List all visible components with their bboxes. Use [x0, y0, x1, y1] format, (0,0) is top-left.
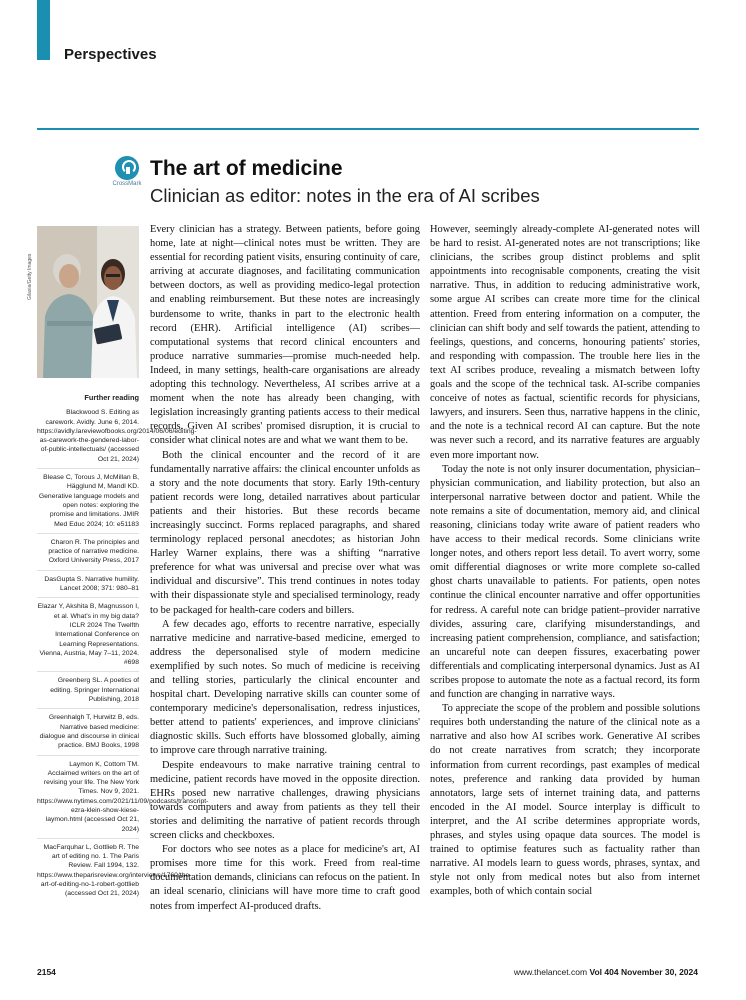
- article-subtitle: Clinician as editor: notes in the era of AI scribes: [150, 185, 540, 206]
- body-paragraph: However, seemingly already-complete AI-generated notes will be hard to resist. AI-generated notes are not transcriptions; like clinicians, the scribes group distinct problems and split appointments into recognisable components, creating the visit narrative. Thus, in addition to reducing administrative work, some argue AI scribes can create more time for the clinical attention. Freed from entering information on a computer, the clinician can shift body and self towards the patient, attending to feelings, questions, and concerns, honouring patients' stories, and responding with compassion. The trouble here lies in the text AI scribes produce, revealing a mismatch between lofty goals and the scope of the technical task. AI-scribe companies conceive of notes as factual, scientific records for physicians, lawyers, and insurers. Seen thus, narrative happens in the clinic, and the note is a technical record AI can capture. But the note was never such a record, and its narrative features are arguably even more important now.: [430, 224, 700, 461]
- photo-credit: Gilaxia/Getty Images: [27, 253, 33, 300]
- reference-item[interactable]: DasGupta S. Narrative humility. Lancet 2008; 371: 980–81: [37, 575, 139, 599]
- body-paragraph: To appreciate the scope of the problem and possible solutions requires both understanding the nature of the clinical note as a narrative and also how AI scribes work. Generative AI scribes do not create narratives from scratch; they incorporate information from current recordings, past examples of medical notes, preference and ranking data provided by human annotators, large sets of internet training data, and patterns encoded in the AI model. Source interplay is difficult to interpret, and the AI scribe determines appropriate words, phrases, and styles using opaque data sources. The model is trained to optimise features such as factuality rather than narrative. AI models learn to guess words, phrases, syntax, and style not only from medical notes but also from internet examples, both of which contain social: [430, 703, 700, 898]
- section-label: Perspectives: [64, 46, 157, 63]
- crossmark-badge[interactable]: [112, 156, 142, 187]
- article-title: The art of medicine: [150, 157, 343, 180]
- body-paragraph: Despite endeavours to make narrative training central to medicine, patient records have moved in the opposite direction. EHRs posed new narrative challenges, drawing physicians towards computers and away from patients as they tell their stories and delimiting the narrative of patient records through screen clicks and checkboxes.: [150, 759, 420, 842]
- reference-item[interactable]: Blease C, Torous J, McMillan B, Hägglund M, Mandl KD. Generative language models and open notes: exploring the promise and limitations. JMIR Med Educ 2024; 10: e51183: [37, 473, 139, 534]
- body-paragraph: Today the note is not only insurer documentation, physician–physician communication, and liability protection, but also an interpersonal narrative between doctor and patient. While the note remains a site of documentation, memory aid, and clinical reasoning, clinicians today write aware of patient readers who have access to their medical records. Some clinicians write longer notes, and others report less detail. To avert worry, some omit differential diagnoses or write more complete so-called ghost charts unavailable to patients. For patients, open notes continue the clinical encounter narrative and offer opportunities for redress. A careful note can bridge patient–provider narrative divides, assuring care, clarifying misunderstandings, and increasing patient comprehension, compliance, and satisfaction; an uncareful note can deepen fissures, exacerbating power differentials and complicating interpersonal dynamics. Just as AI scribes propose to automate the note as a factual record, its form and function are changing in narrative ways.: [430, 463, 700, 701]
- volume: Vol 404: [589, 967, 619, 977]
- accent-bar: [37, 0, 50, 60]
- crossmark-icon[interactable]: [115, 156, 139, 180]
- reference-item[interactable]: Charon R. The principles and practice of narrative medicine. Oxford University Press, 2017: [37, 538, 139, 571]
- body-paragraph: Both the clinical encounter and the record of it are fundamentally narrative affairs: the clinical encounter unfolds as a story and the note documents that story. Early 19th-century patient records were long, detailed narratives about particular patients and their histories. But these records became increasingly succinct. Forms replaced paragraphs, and shared terminology replaced personal anecdotes; as historian John Harley Warner explains, there was a shifting “narrative preference for what was universal and precise over what was individual and discursive”. This trend continues in notes today with their dispassionate style and specialised terminology, ready to be packaged for health-care coders and billers.: [150, 449, 420, 616]
- reference-item[interactable]: Elazar Y, Akshita B, Magnusson I, et al. What's in my big data? ICLR 2024 The Twelfth International Conference on Learning Representations. Vienna, Austria, May 7–11, 2024. #698: [37, 602, 139, 672]
- reference-item[interactable]: Laymon K, Cottom TM. Acclaimed writers on the art of revising your life. The New York Times. Nov 9, 2021. https://www.nytimes.com/2021/11/09/podcasts/transcript-ezra-klein-show-kiese-laymon.html (accessed Oct 21, 2024): [37, 760, 139, 839]
- reference-item[interactable]: Greenhalgh T, Hurwitz B, eds. Narrative based medicine: dialogue and discourse in clinical practice. BMJ Books, 1998: [37, 713, 139, 755]
- body-column-2: [430, 223, 700, 943]
- crossmark-label: CrossMark: [112, 181, 142, 187]
- page-number: 2154: [37, 967, 56, 977]
- body-paragraph: Every clinician has a strategy. Between patients, before going home, late at night—clinical notes must be written. They are essential for recording patient visits, ensuring continuity of care, arriving at accurate diagnoses, and facilitating communication between doctors, as well as providing medico-legal protection and enabling reimbursement. But these notes are increasingly burdensome to write, thanks in part to the electronic health record (EHR). Artificial intelligence (AI) scribes—computational systems that record clinical encounters and produce narrative summaries—promise much-needed help. Indeed, in many settings, health-care organisations are already adopting this technology. Nevertheless, AI scribes arrive at a moment when the note has already been changing, with legislation increasingly granting patients access to their medical records. Given AI scribes' promised disruption, it is crucial to consider what clinical notes are and what we want them to be.: [150, 224, 420, 447]
- body-paragraph: For doctors who see notes as a place for medicine's art, AI promises more time for this work. Freed from real-time documentation demands, clinicians can refocus on the patient. In an ideal scenario, clinicians will have more time to craft good notes from imperfect AI-produced drafts.: [150, 844, 420, 912]
- reference-item[interactable]: MacFarquhar L, Gottlieb R. The art of editing no. 1. The Paris Review. Fall 1994, 132. https://www.theparisreview.org/interviews/1760/the-art-of-editing-no-1-robert-gottlieb (accessed Oct 21, 2024): [37, 843, 192, 898]
- issue-date: November 30, 2024: [620, 967, 698, 977]
- article-photo: [37, 226, 139, 378]
- further-reading: [37, 393, 209, 907]
- body-column-1: [150, 223, 420, 943]
- footer-citation: [514, 967, 698, 977]
- further-reading-heading: Further reading: [84, 393, 139, 402]
- photo-illustration: [37, 226, 139, 378]
- header-rule: [37, 128, 699, 130]
- reference-item[interactable]: Blackwood S. Editing as carework. Avidly. June 6, 2014. https://avidly.lareviewofbooks.org/2014/06/06/editing-as-carework-the-gendered-labor-of-public-intellectuals/ (accessed Oct 21, 2024): [37, 408, 139, 469]
- reference-item[interactable]: Greenberg SL. A poetics of editing. Springer International Publishing, 2018: [37, 676, 139, 709]
- journal-url[interactable]: www.thelancet.com: [513, 967, 588, 977]
- body-paragraph: A few decades ago, efforts to recentre narrative, especially narrative medicine and narrative-based medicine, emerged to address the depersonalised style of modern medicine exemplified by such notes. So much of medicine is receiving and telling stories, particularly the clinical encounter and hospital chart. Developing narrative skills can counter some of contemporary medicine's depersonalisation, redress injustices, better attend to patients' experiences, and improve clinicians' diagnostic skills. Such efforts have blossomed globally, aiming to improve care through narrative training.: [150, 618, 420, 757]
